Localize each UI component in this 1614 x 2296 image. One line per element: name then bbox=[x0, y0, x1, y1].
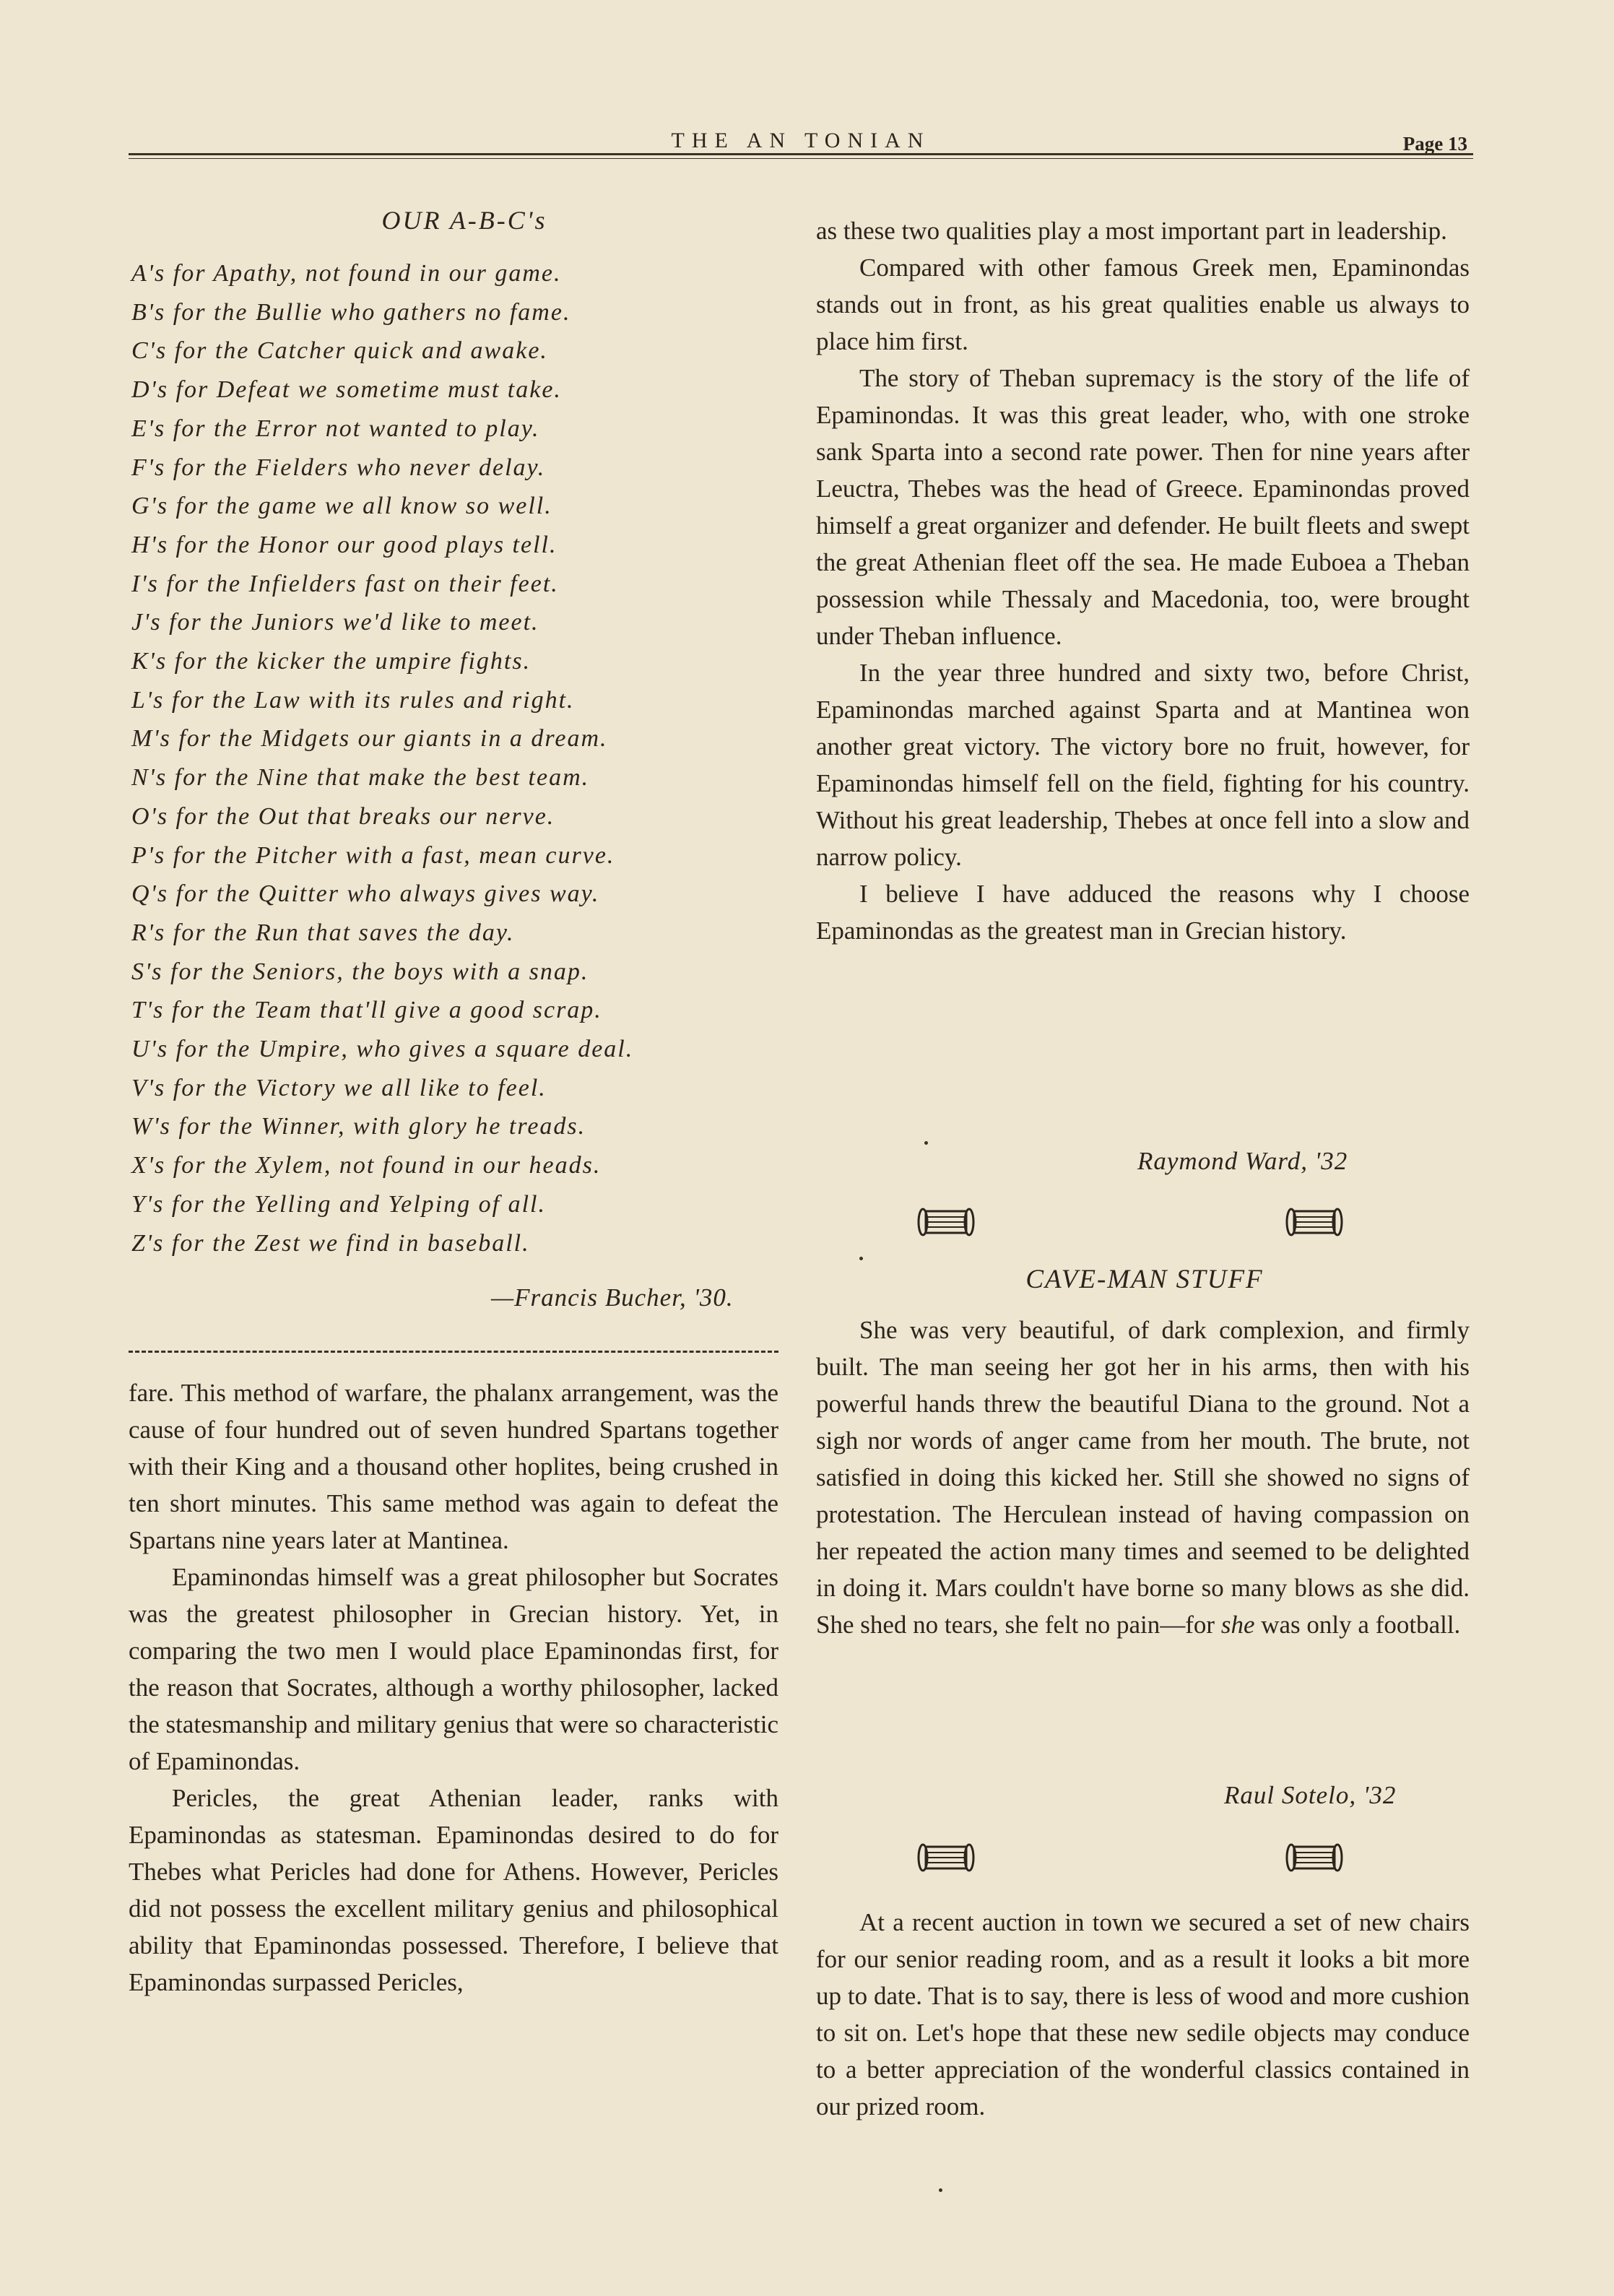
scroll-ornament-icon bbox=[917, 1203, 975, 1242]
poem-line: S's for the Seniors, the boys with a snap. bbox=[131, 958, 589, 985]
header-rule-thin bbox=[129, 158, 1473, 159]
scroll-ornament-icon bbox=[917, 1838, 975, 1877]
poem-body bbox=[131, 254, 781, 1262]
poem-line: W's for the Winner, with glory he treads. bbox=[131, 1113, 586, 1140]
poem-line: O's for the Out that breaks our nerve. bbox=[131, 802, 555, 830]
poem-line: K's for the kicker the umpire fights. bbox=[131, 648, 532, 675]
poem-line: E's for the Error not wanted to play. bbox=[131, 415, 540, 442]
poem-line: M's for the Midgets our giants in a dream. bbox=[131, 725, 608, 753]
section-divider bbox=[129, 1351, 778, 1353]
emphasis: she bbox=[1220, 1611, 1255, 1639]
poem-title: OUR A-B-C's bbox=[381, 206, 547, 235]
poem-line: V's for the Victory we all like to feel. bbox=[131, 1074, 547, 1101]
right-column-text bbox=[816, 212, 1470, 949]
print-speck bbox=[939, 2188, 942, 2192]
poem-author: —Francis Bucher, '30. bbox=[491, 1283, 734, 1312]
paragraph: fare. This method of warfare, the phalanx arrangement, was the cause of four hundred out of seven hundred Spartans together with their King and a thousand other hoplites, being crushed in ten short minutes. This same method was again to defeat the Spartans nine years later at Mantinea. bbox=[129, 1379, 778, 1554]
poem-line: Y's for the Yelling and Yelping of all. bbox=[131, 1190, 546, 1218]
poem-line: P's for the Pitcher with a fast, mean curve. bbox=[131, 841, 615, 869]
text-run: She was very beautiful, of dark complexion, and firmly built. The man seeing her got her in his arms, then with his powerful hands threw the beautiful Diana to the ground. Not a sigh nor words of anger came from her mouth. The brute, not satisfied in doing this kicked her. Still she showed no signs of protestation. The Herculean instead of having compassion on her repeated the action many times and seemed to be delighted in doing it. Mars couldn't have borne so many blows as she did. She shed no tears, she felt no pain—for bbox=[816, 1316, 1470, 1639]
poem-line: Q's for the Quitter who always gives way. bbox=[131, 880, 600, 908]
poem-line: H's for the Honor our good plays tell. bbox=[131, 531, 557, 558]
page-number: Page 13 bbox=[1402, 133, 1467, 155]
essay-author: Raymond Ward, '32 bbox=[1137, 1147, 1348, 1175]
paragraph: Epaminondas himself was a great philosopher but Socrates was the greatest philosopher in Grecian history. Yet, in comparing the two men I would place Epaminondas first, for the reason that Socrates, although a worthy philosopher, lacked the statesmanship and military genius that were so characteristic of Epaminondas. bbox=[129, 1563, 778, 1775]
print-speck bbox=[859, 1257, 863, 1260]
poem-line: G's for the game we all know so well. bbox=[131, 493, 552, 520]
scroll-ornament-icon bbox=[1285, 1203, 1343, 1242]
paragraph: Pericles, the great Athenian leader, ranks with Epaminondas as statesman. Epaminondas desired to do for Thebes what Pericles had done for Athens. However, Pericles did not possess the excellent military genius and philosophical ability that Epaminondas possessed. Therefore, I believe that Epaminondas surpassed Pericles, bbox=[129, 1784, 778, 1996]
poem-line: J's for the Juniors we'd like to meet. bbox=[131, 609, 539, 636]
poem-line: I's for the Infielders fast on their feet. bbox=[131, 570, 559, 597]
poem-line: A's for Apathy, not found in our game. bbox=[131, 260, 562, 287]
left-column-text bbox=[129, 1374, 778, 2001]
poem-line: R's for the Run that saves the day. bbox=[131, 919, 515, 946]
paragraph: At a recent auction in town we secured a set of new chairs for our senior reading room, and as a result it looks a bit more up to date. That is to say, there is less of wood and more cushion to sit on. Let's hope that these new sedile objects may conduce to a better appreciation of the wonderful classics contained in our prized room. bbox=[816, 1908, 1470, 2120]
poem-line: F's for the Fielders who never delay. bbox=[131, 454, 546, 481]
auction-text bbox=[816, 1904, 1470, 2125]
poem-line: C's for the Catcher quick and awake. bbox=[131, 337, 548, 365]
poem-line: Z's for the Zest we find in baseball. bbox=[131, 1229, 530, 1257]
poem-line: T's for the Team that'll give a good scrap. bbox=[131, 997, 602, 1024]
paragraph bbox=[816, 1312, 1470, 1643]
scroll-ornament-icon bbox=[1285, 1838, 1343, 1877]
paragraph: I believe I have adduced the reasons why I choose Epaminondas as the greatest man in Grecian history. bbox=[816, 880, 1470, 945]
poem-line: L's for the Law with its rules and right. bbox=[131, 686, 575, 714]
paragraph: The story of Theban supremacy is the story of the life of Epaminondas. It was this great leader, who, with one stroke sank Sparta into a second rate power. Then for nine years after Leuctra, Thebes was the head of Greece. Epaminondas proved himself a great organizer and defender. He built fleets and swept the great Athenian fleet off the sea. He made Euboea a Theban possession while Thessaly and Macedonia, too, were brought under Theban influence. bbox=[816, 364, 1470, 650]
print-speck bbox=[924, 1141, 928, 1145]
header-rule bbox=[129, 153, 1473, 155]
poem-line: X's for the Xylem, not found in our heads. bbox=[131, 1152, 602, 1179]
paragraph: In the year three hundred and sixty two, before Christ, Epaminondas marched against Sparta and at Mantinea won another great victory. The victory bore no fruit, however, for Epaminondas himself fell on the field, fighting for his country. Without his great leadership, Thebes at once fell into a slow and narrow policy. bbox=[816, 659, 1470, 871]
poem-line: B's for the Bullie who gathers no fame. bbox=[131, 298, 571, 326]
caveman-author: Raul Sotelo, '32 bbox=[1224, 1781, 1397, 1809]
poem-line: D's for Defeat we sometime must take. bbox=[131, 376, 562, 404]
article-title: CAVE-MAN STUFF bbox=[1025, 1265, 1264, 1294]
poem-line: N's for the Nine that make the best team. bbox=[131, 764, 590, 792]
text-run: was only a football. bbox=[1254, 1611, 1461, 1639]
poem-line: U's for the Umpire, who gives a square deal. bbox=[131, 1036, 634, 1063]
caveman-text bbox=[816, 1312, 1470, 1643]
paragraph: as these two qualities play a most important part in leadership. bbox=[816, 217, 1447, 245]
paragraph: Compared with other famous Greek men, Epaminondas stands out in front, as his great qualities enable us always to place him first. bbox=[816, 254, 1470, 355]
publication-title: THE AN TONIAN bbox=[671, 129, 931, 152]
